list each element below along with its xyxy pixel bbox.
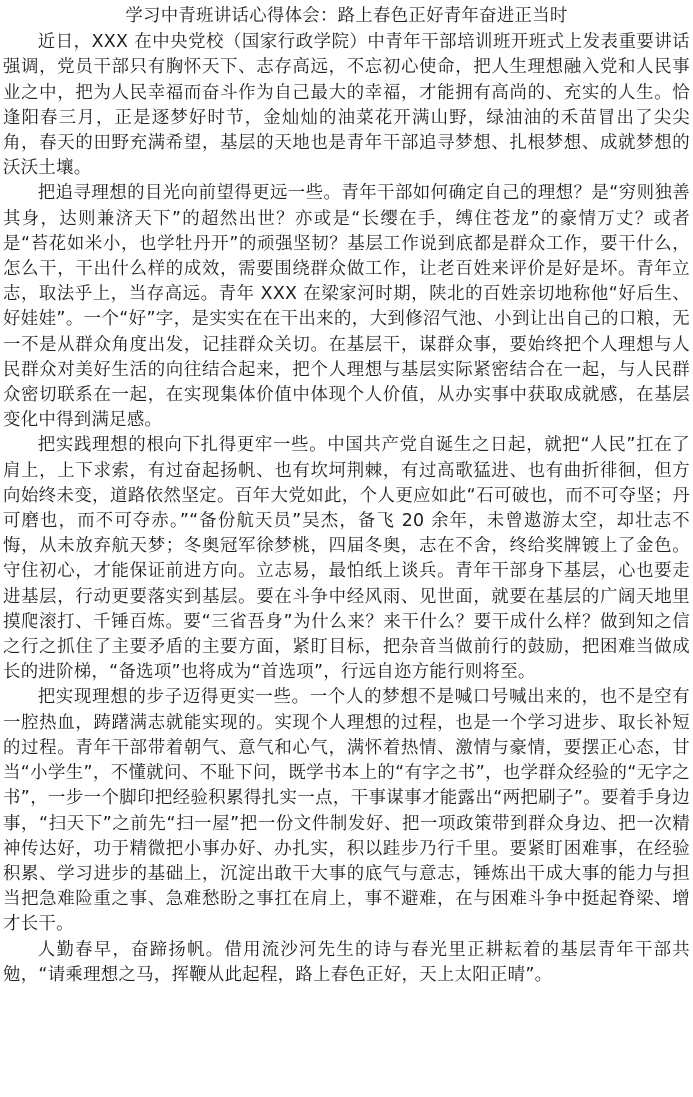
paragraph-intro: 近日，XXX 在中央党校（国家行政学院）中青年干部培训班开班式上发表重要讲话强调，党员干部只有胸怀天下、志存高远，不忘初心使命，把人生理想融入党和人民事业之中，把为人民幸福而奋斗作为自己最大的幸福，才能拥有高尚的、充实的人生。恰逢阳春三月，正是逐梦好时节，金灿灿的油菜花开满山野，绿油油的禾苗冒出了尖尖角，春天的田野充满希望，基层的天地也是青年干部追寻梦想、扎根梦想、成就梦想的沃沃土壤。 [3, 32, 690, 179]
paragraph-pursue-ideal: 把追寻理想的目光向前望得更远一些。青年干部如何确定自己的理想？是“穷则独善其身，达则兼济天下”的超然出世？亦或是“长缨在手，缚住苍龙”的豪情万丈？或者是“苔花如米小，也学牡丹开”的顽强坚韧？基层工作说到底都是群众工作，要干什么，怎么干，干出什么样的成效，需要围绕群众做工作，让老百姓来评价是好是坏。青年立志，取法乎上，当存高远。青年 XXX 在梁家河时期，陕北的百姓亲切地称他“好后生、好娃娃”。一个“好”字，是实实在在干出来的，大到修沼气池、小到让出自己的口粮，无一不是从群众角度出发，记挂群众关切。在基层干，谋群众事，要始终把个人理想与人民群众对美好生活的向往结合起来，把个人理想与基层实际紧密结合在一起，与人民群众密切联系在一起，在实现集体价值中体现个人价值，从办实事中获取成就感，在基层变化中得到满足感。 [3, 183, 690, 431]
paragraph-conclusion: 人勤春早，奋蹄扬帆。借用流沙河先生的诗与春光里正耕耘着的基层青年干部共勉，“请乘理想之马，挥鞭从此起程，路上春色正好，天上太阳正晴”。 [3, 939, 690, 985]
document-title: 学习中青班讲话心得体会：路上春色正好青年奋进正当时 [125, 6, 568, 26]
paragraph-realize-ideal: 把实现理想的步子迈得更实一些。一个人的梦想不是喊口号喊出来的，也不是空有一腔热血，踌躇满志就能实现的。实现个人理想的过程，也是一个学习进步、取长补短的过程。青年干部带着朝气、意气和心气，满怀着热情、激情与豪情，要摆正心态，甘当“小学生”，不懂就问、不耻下问，既学书本上的“有字之书”，也学群众经验的“无字之书”，一步一个脚印把经验积累得扎实一点，干事谋事才能露出“两把刷子”。要着手身边事，“扫天下”之前先“扫一屋”把一份文件制发好、把一项政策带到群众身边、把一次精神传达好，功于精微把小事办好、办扎实，积以跬步乃行千里。要紧盯困难事，在经验积累、学习进步的基础上，沉淀出敢干大事的底气与意志，锤炼出干成大事的能力与担当把急难险重之事、急难愁盼之事扛在肩上，事不避难，在与困难斗争中挺起脊梁、增才长干。 [3, 687, 690, 935]
paragraph-practice-ideal: 把实践理想的根向下扎得更牢一些。中国共产党自诞生之日起，就把“人民”扛在了肩上，上下求索，有过奋起扬帆、也有坎坷荆棘，有过高歌猛进、也有曲折徘徊，但方向始终未变，道路依然坚定。百年大党如此，个人更应如此“石可破也，而不可夺坚；丹可磨也，而不可夺赤。”“备份航天员”吴杰，备飞 20 余年，未曾遨游太空，却壮志不悔，从未放弃航天梦；冬奥冠军徐梦桃，四届冬奥，志在不舍，终给奖牌镀上了金色。守住初心，才能保证前进方向。立志易，最怕纸上谈兵。青年干部身下基层，心也要走进基层，行动更要落实到基层。要在斗争中经风雨、见世面，就要在基层的广阔天地里摸爬滚打、千锤百炼。要“三省吾身”为什么来？来干什么？要干成什么样？做到知之信之行之抓住了主要矛盾的主要方面，紧盯目标，把杂音当做前行的鼓励，把困难当做成长的进阶梯，“备选项”也将成为“首选项”，行远自迩方能行则将至。 [3, 435, 690, 683]
